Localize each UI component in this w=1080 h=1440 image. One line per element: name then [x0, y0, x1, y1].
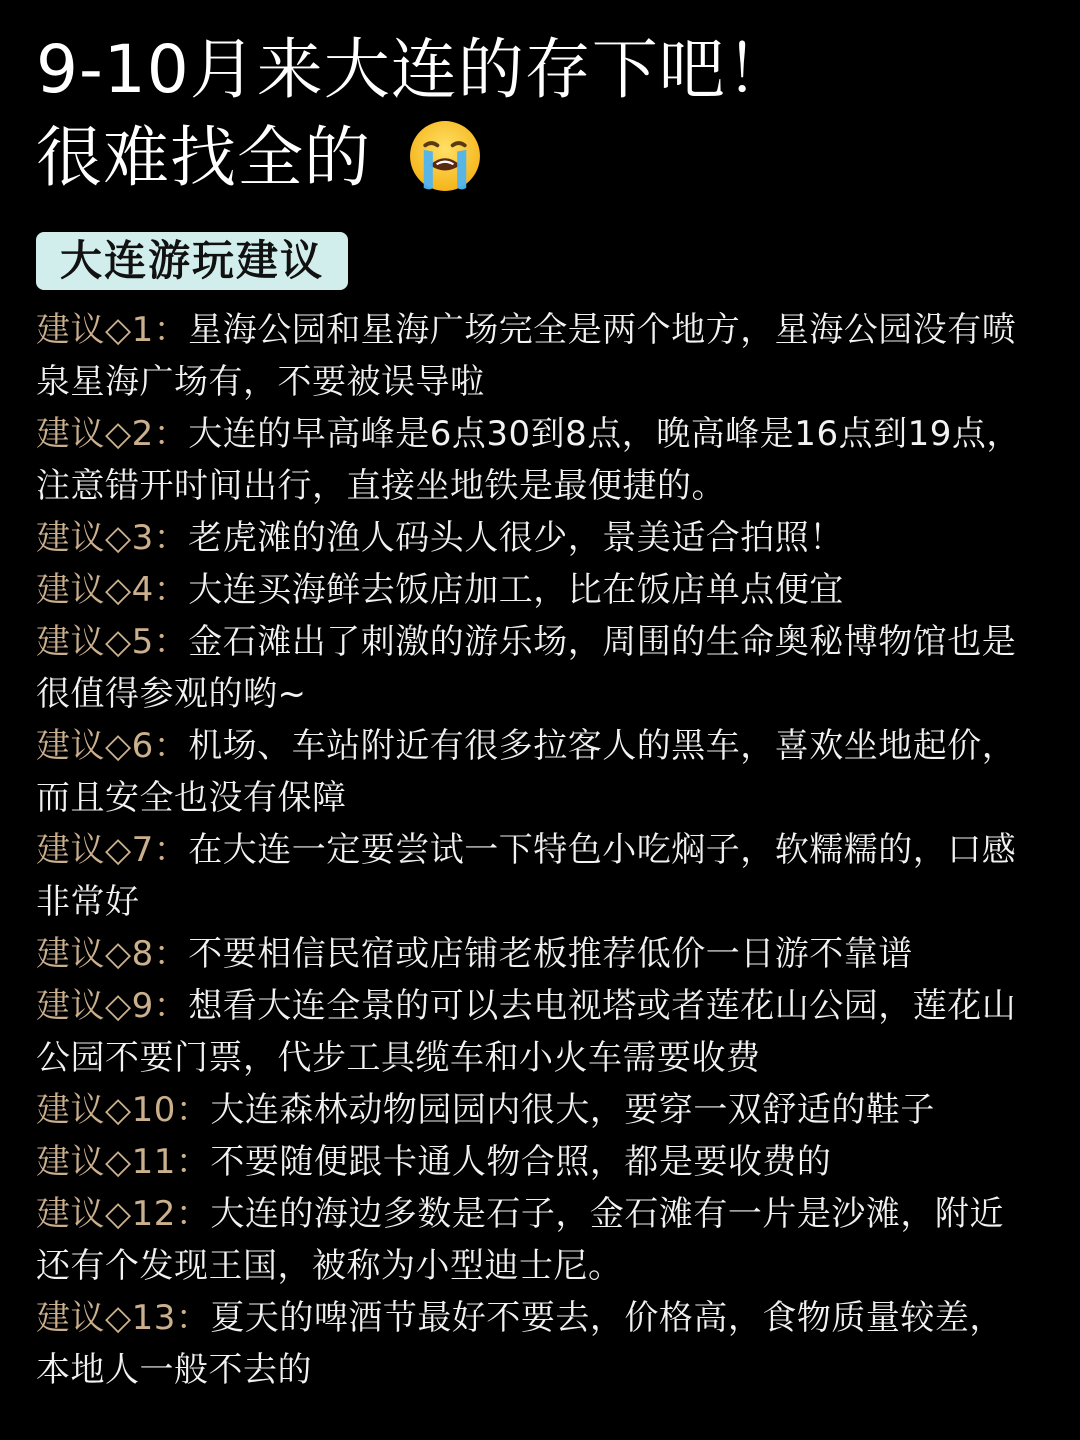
list-item	[36, 1084, 1036, 1136]
tip-text: 大连的海边多数是石子，金石滩有一片是沙滩，附近还有个发现王国，被称为小型迪士尼。	[36, 1194, 1004, 1286]
list-item	[36, 512, 1036, 564]
list-item	[36, 304, 1036, 408]
tip-text: 大连森林动物园园内很大，要穿一双舒适的鞋子	[210, 1090, 935, 1130]
tip-label: 建议◇13：	[36, 1298, 211, 1338]
title-line-2: 很难找全的	[36, 119, 371, 196]
list-item	[36, 564, 1036, 616]
tip-text: 星海公园和星海广场完全是两个地方，星海公园没有喷泉星海广场有，不要被误导啦	[36, 310, 1017, 402]
tip-label: 建议◇5：	[36, 622, 189, 662]
tip-label: 建议◇11：	[36, 1142, 211, 1182]
tip-label: 建议◇4：	[36, 570, 189, 610]
tip-label: 建议◇3：	[36, 518, 189, 558]
tip-text: 想看大连全景的可以去电视塔或者莲花山公园，莲花山公园不要门票，代步工具缆车和小火车需要收费	[36, 986, 1017, 1078]
page-title	[36, 26, 1044, 202]
tip-text: 在大连一定要尝试一下特色小吃焖子，软糯糯的，口感非常好	[36, 830, 1017, 922]
crying-face-icon	[407, 118, 483, 194]
tip-label: 建议◇6：	[36, 726, 189, 766]
tip-label: 建议◇8：	[36, 934, 189, 974]
tip-text: 夏天的啤酒节最好不要去，价格高，食物质量较差，本地人一般不去的	[36, 1298, 1004, 1390]
list-item	[36, 1136, 1036, 1188]
tip-text: 老虎滩的渔人码头人很少，景美适合拍照！	[188, 518, 844, 558]
title-line-2-wrap	[36, 114, 1044, 202]
list-item	[36, 616, 1036, 720]
tip-label: 建议◇2：	[36, 414, 189, 454]
tips-list	[36, 304, 1036, 1396]
tip-text: 机场、车站附近有很多拉客人的黑车，喜欢坐地起价，而且安全也没有保障	[36, 726, 1017, 818]
tip-label: 建议◇12：	[36, 1194, 211, 1234]
list-item	[36, 408, 1036, 512]
tip-text: 不要相信民宿或店铺老板推荐低价一日游不靠谱	[188, 934, 913, 974]
tip-label: 建议◇7：	[36, 830, 189, 870]
tip-text: 不要随便跟卡通人物合照，都是要收费的	[210, 1142, 832, 1182]
tip-text: 大连的早高峰是6点30到8点，晚高峰是16点到19点，注意错开时间出行，直接坐地铁是最便捷的。	[36, 414, 1021, 506]
tip-text: 金石滩出了刺激的游乐场，周围的生命奥秘博物馆也是很值得参观的哟~	[36, 622, 1017, 714]
list-item	[36, 1188, 1036, 1292]
tip-label: 建议◇9：	[36, 986, 189, 1026]
list-item	[36, 1292, 1036, 1396]
section-badge: 大连游玩建议	[36, 232, 348, 290]
tip-label: 建议◇1：	[36, 310, 189, 350]
list-item	[36, 720, 1036, 824]
list-item	[36, 824, 1036, 928]
title-line-1: 9-10月来大连的存下吧！	[36, 31, 793, 108]
list-item	[36, 928, 1036, 980]
list-item	[36, 980, 1036, 1084]
tip-label: 建议◇10：	[36, 1090, 211, 1130]
tip-text: 大连买海鲜去饭店加工，比在饭店单点便宜	[188, 570, 844, 610]
